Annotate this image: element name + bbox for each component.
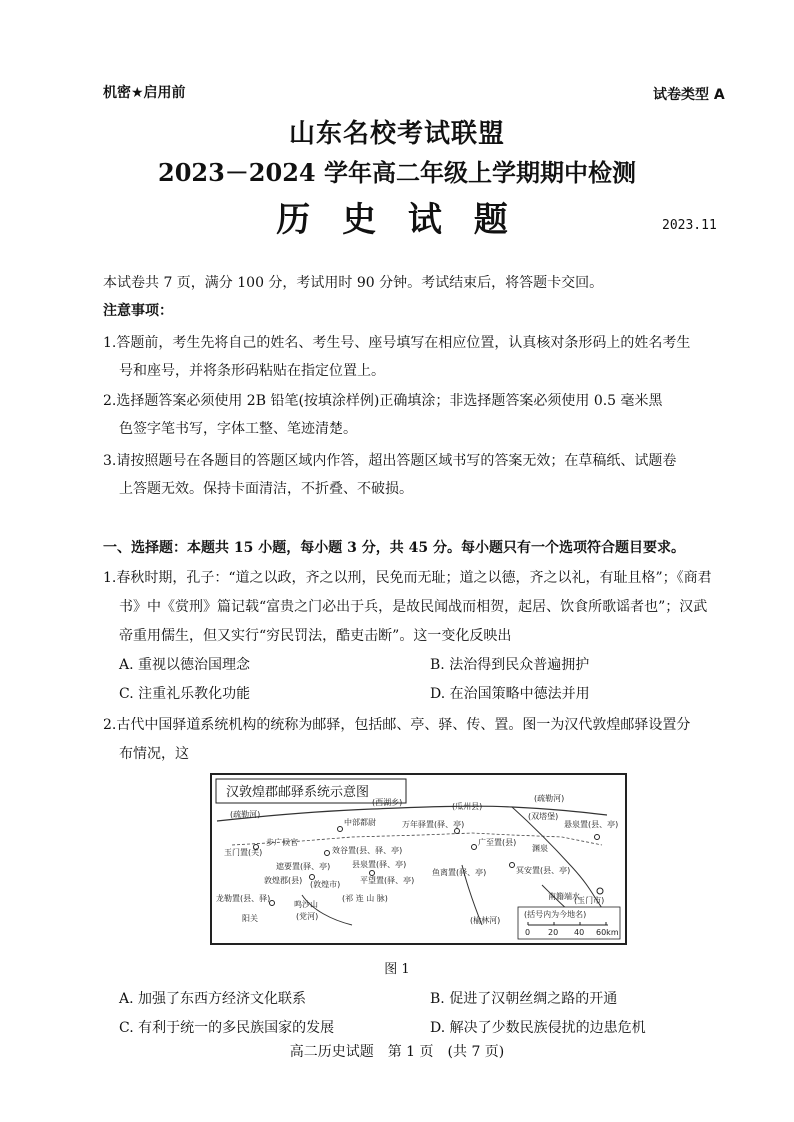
station-guangzhi (472, 845, 477, 850)
map-label: (疏勒河) (230, 810, 261, 819)
notes-heading: 注意事项： (103, 303, 173, 319)
note-1-line-2: 号和座号，并将条形码粘贴在指定位置上。 (119, 363, 385, 379)
map-label: 鱼离置(驿、亭) (432, 868, 487, 877)
map-label: 敦煌郡(县) (264, 876, 303, 885)
map-label: 阳关 (242, 914, 258, 923)
q2-option-a[interactable]: A. 加强了东西方经济文化联系 (119, 991, 307, 1007)
question-1-line-3: 帝重用儒生，但又实行“穷民罚法，酷吏击断”。这一变化反映出 (119, 628, 512, 644)
exam-union-title: 山东名校考试联盟 (288, 119, 505, 149)
scale-label: 20 (548, 928, 559, 937)
map-place-labels (216, 793, 618, 925)
q1-option-a[interactable]: A. 重视以德治国理念 (119, 657, 251, 673)
station-xuanquan (595, 835, 600, 840)
dunhuang-postal-map (210, 773, 627, 945)
question-2-line-1: 2.古代中国驿道系统机构的统称为邮驿，包括邮、亭、驿、传、置。图一为汉代敦煌邮驿设置分 (103, 717, 691, 733)
station-wannian (455, 829, 460, 834)
map-label: 悬泉置(县、亭) (564, 820, 619, 829)
station-xianquan (370, 871, 375, 876)
question-2-line-2: 布情况，这 (119, 746, 189, 762)
map-title: 汉敦煌郡邮驿系统示意图 (226, 785, 370, 800)
map-label: 遮要置(驿、亭) (276, 862, 331, 871)
q2-option-d[interactable]: D. 解决了少数民族侵扰的边患危机 (430, 1020, 646, 1036)
station-mingan (510, 863, 515, 868)
map-label: (党河) (296, 912, 319, 921)
map-label: 冥安置(县、亭) (516, 866, 571, 875)
map-label: 步广候官 (266, 838, 298, 847)
map-label: (榆林河) (470, 916, 501, 925)
map-label: 龙勒置(县、驿) (216, 894, 271, 903)
q1-option-c[interactable]: C. 注重礼乐教化功能 (119, 686, 251, 702)
note-3-line-2: 上答题无效。保持卡面清洁，不折叠、不破损。 (119, 481, 413, 497)
map-label: (疏勒河) (534, 794, 565, 803)
exam-term-title: 2023－2024 学年高二年级上学期期中检测 (158, 158, 636, 187)
map-label: (瓜州县) (452, 802, 483, 811)
map-label: (玉门市) (574, 896, 605, 905)
station-longle (270, 901, 275, 906)
station-zhongbu (338, 827, 343, 832)
map-label: 平望置(驿、亭) (360, 876, 415, 885)
exam-date: 2023.11 (662, 218, 717, 233)
map-label: 玉门置(关) (224, 848, 263, 857)
map-label: 县泉置(驿、亭) (352, 860, 407, 869)
subject-title: 历 史 试 题 (276, 200, 518, 240)
intro-line: 本试卷共 7 页，满分 100 分，考试用时 90 分钟。考试结束后，将答题卡交回。 (103, 275, 604, 291)
map-label: 中部都尉 (344, 818, 376, 827)
q2-option-b[interactable]: B. 促进了汉朝丝绸之路的开通 (430, 991, 618, 1007)
q1-option-b[interactable]: B. 法治得到民众普遍拥护 (430, 657, 590, 673)
map-label: 效谷置(县、驿、亭) (332, 846, 403, 855)
map-label: (西湖乡) (372, 798, 403, 807)
section-1-heading: 一、选择题：本题共 15 小题，每小题 3 分，共 45 分。每小题只有一个选项符合题目要求。 (103, 540, 685, 556)
station-yumen-city (597, 888, 603, 894)
figure-caption: 图 1 (384, 962, 410, 977)
note-3-line-1: 3.请按照题号在各题目的答题区域内作答，超出答题区域书写的答案无效；在草稿纸、试题卷 (103, 453, 677, 469)
question-1-line-2: 书》中《赏刑》篇记载“富贵之门必出于兵，是故民闻战而相贺，起居、饮食所歌谣者也”；汉武 (119, 599, 708, 615)
station-dunhuang (310, 875, 315, 880)
page-footer: 高二历史试题 第 1 页 (共 7 页) (289, 1044, 505, 1060)
question-1-line-1: 1.春秋时期，孔子：“道之以政，齐之以刑，民免而无耻；道之以德，齐之以礼，有耻且格”；《商君 (103, 570, 712, 586)
q2-option-c[interactable]: C. 有利于统一的多民族国家的发展 (119, 1020, 335, 1036)
note-2-line-2: 色签字笔书写，字体工整、笔迹清楚。 (119, 421, 357, 437)
paper-type-label: 试卷类型 A (653, 87, 725, 103)
map-legend-note: (括号内为今地名) (524, 910, 587, 919)
map-label: (敦煌市) (310, 880, 341, 889)
note-2-line-1: 2.选择题答案必须使用 2B 铅笔(按填涂样例)正确填涂；非选择题答案必须使用 0.5 毫米黑 (103, 393, 663, 409)
q1-option-d[interactable]: D. 在治国策略中德法并用 (430, 686, 590, 702)
map-label: 渊泉 (532, 844, 548, 853)
station-xiaogu (325, 851, 330, 856)
map-label: (祁 连 山 脉) (342, 894, 388, 903)
scale-label: 40 (574, 928, 585, 937)
map-label: (双塔堡) (528, 812, 559, 821)
map-label: 鸣沙山 (294, 900, 318, 909)
note-1-line-1: 1.答题前，考生先将自己的姓名、考生号、座号填写在相应位置，认真核对条形码上的姓名考生 (103, 335, 691, 351)
map-label: 广至置(县) (478, 838, 517, 847)
map-canvas (212, 775, 625, 943)
scale-label: 60km (596, 928, 619, 937)
confidential-label: 机密★启用前 (103, 85, 186, 101)
map-label: 南籍端水 (548, 892, 580, 901)
map-label: 万年驿置(驿、亭) (402, 820, 465, 829)
scale-label: 0 (525, 928, 531, 937)
